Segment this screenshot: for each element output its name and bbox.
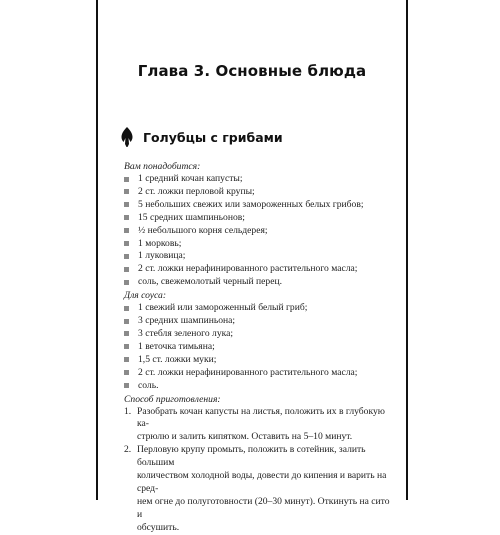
bullet-square-icon <box>124 215 129 220</box>
step-item <box>124 406 394 445</box>
ingredient-item-text: 1 луковица; <box>138 250 186 262</box>
ingredient-item-text: 2 ст. ложки перловой крупы; <box>138 185 255 197</box>
bullet-square-icon <box>124 241 129 246</box>
chapter-title: Глава 3. Основные блюда <box>137 62 367 80</box>
sauce-item-text: 1,5 ст. ложки муки; <box>138 353 217 365</box>
bullet-square-icon <box>124 267 129 272</box>
step-line: нем огне до полуготовности (20–30 минут). Откинуть на сито и <box>137 495 390 520</box>
ingredients-list <box>124 173 394 289</box>
ingredient-item <box>124 212 394 225</box>
ingredient-item <box>124 250 394 263</box>
ingredient-item <box>124 238 394 251</box>
sauce-item-text: 2 ст. ложки нерафинированного растительного масла; <box>138 366 358 378</box>
bullet-square-icon <box>124 202 129 207</box>
steps-list <box>124 406 394 535</box>
ingredient-item-text: 1 морковь; <box>138 237 182 249</box>
book-page <box>96 0 408 533</box>
method-label: Способ приготовления: <box>124 393 221 405</box>
sauce-item <box>124 354 394 367</box>
ingredient-item-text: соль, свежемолотый черный перец. <box>138 276 282 288</box>
ingredient-item-text: ½ небольшого корня сельдерея; <box>138 224 268 236</box>
bullet-square-icon <box>124 228 129 233</box>
sauce-item-text: 3 средних шампиньона; <box>138 315 236 327</box>
ingredient-item-text: 1 средний кочан капусты; <box>138 173 243 184</box>
recipe-header <box>120 127 283 147</box>
ingredient-item-text: 2 ст. ложки нерафинированного растительного масла; <box>138 263 358 275</box>
bullet-square-icon <box>124 370 129 375</box>
ingredient-item <box>124 199 394 212</box>
bullet-square-icon <box>124 280 129 285</box>
sauce-item-text: 1 свежий или замороженный белый гриб; <box>138 302 308 314</box>
bullet-square-icon <box>124 306 129 311</box>
sauce-item <box>124 341 394 354</box>
step-line: Перловую крупу промыть, положить в сотейник, залить большим <box>137 444 366 469</box>
sauce-item <box>124 367 394 380</box>
step-item <box>124 444 394 534</box>
step-line: количеством холодной воды, довести до кипения и варить на сред- <box>137 470 387 494</box>
bullet-square-icon <box>124 189 129 194</box>
recipe-content <box>124 160 394 535</box>
sauce-item <box>124 315 394 328</box>
bullet-square-icon <box>124 344 129 349</box>
sauce-item <box>124 380 394 393</box>
ingredient-item <box>124 225 394 238</box>
ingredient-item <box>124 186 394 199</box>
step-line: стрюлю и залить кипятком. Оставить на 5–10 минут. <box>137 431 353 443</box>
step-line: обсушить. <box>137 521 180 533</box>
sauce-label: Для соуса: <box>124 290 167 302</box>
step-number: 1. <box>124 405 132 417</box>
bullet-square-icon <box>124 383 129 388</box>
sauce-item <box>124 328 394 341</box>
ingredient-item <box>124 276 394 289</box>
bullet-square-icon <box>124 357 129 362</box>
ingredients-label: Вам понадобится: <box>124 161 201 172</box>
leaf-icon <box>120 127 134 147</box>
step-line: Разобрать кочан капусты на листья, положить их в глубокую ка- <box>137 405 385 430</box>
ingredient-item <box>124 263 394 276</box>
ingredient-item-text: 5 небольших свежих или замороженных белых грибов; <box>138 198 364 210</box>
step-number: 2. <box>124 444 132 456</box>
sauce-list <box>124 302 394 392</box>
ingredient-item-text: 15 средних шампиньонов; <box>138 211 245 223</box>
bullet-square-icon <box>124 331 129 336</box>
sauce-item-text: 1 веточка тимьяна; <box>138 340 215 352</box>
sauce-item <box>124 302 394 315</box>
sauce-item-text: 3 стебля зеленого лука; <box>138 327 234 339</box>
bullet-square-icon <box>124 319 129 324</box>
ingredient-item <box>124 173 394 186</box>
bullet-square-icon <box>124 254 129 259</box>
sauce-item-text: соль. <box>138 379 159 391</box>
bullet-square-icon <box>124 177 129 182</box>
recipe-title: Голубцы с грибами <box>143 129 283 145</box>
